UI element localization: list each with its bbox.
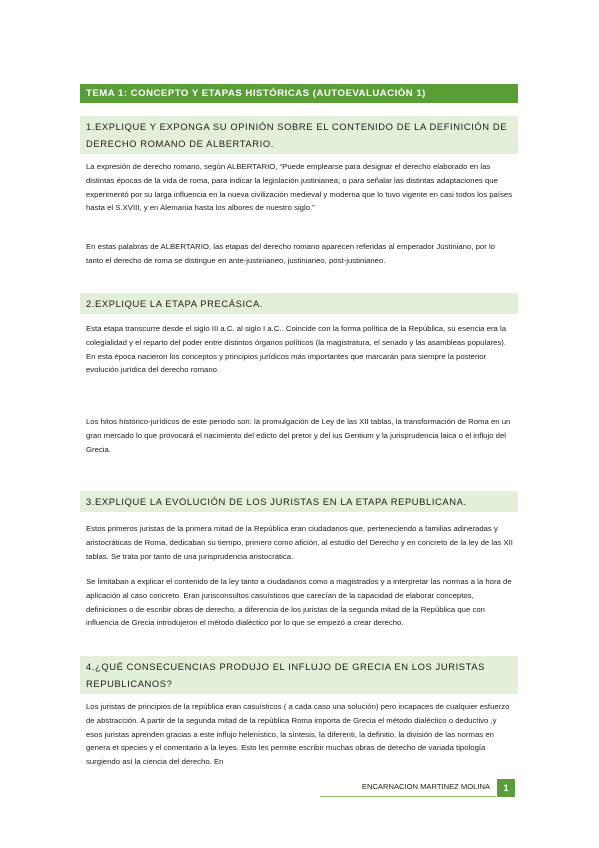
section-2-paragraph-1: Esta etapa transcurre desde el siglo III a.C. al siglo I a.C.. Coincide con la forma política de la República, su esencia era la colegialidad y el reparto del poder entre distintos órganos políticos (la magistratura, el senado y las asambleas populares). En esta época nacieron los conceptos y principios jurídicos más importantes que marcarán para siempre la posterior evolución jurídica del derecho romano. xyxy=(86,324,507,375)
footer-author: ENCARNACION MARTINEZ MOLINA xyxy=(361,782,490,791)
question-2-heading: 2.EXPLIQUE LA ETAPA PRECÁSICA. xyxy=(80,293,518,314)
section-1-paragraph-2: En estas palabras de ALBERTARIO, las etapas del derecho romano aparecen referidas al emperador Justiniano, por lo tanto el derecho de roma se distingue en ante-justinianeo, justinianeo, post-justinianeo. xyxy=(86,242,495,265)
section-1-paragraph-1: La expresión de derecho romano, según ALBERTARIO, “Puede emplearse para designar el derecho elaborado en las distintas épocas de la vida de roma, para indicar la legislación justinianea; o para señalar las distintas adaptaciones que experimentó por su larga influencia en la nueva civilización medieval y moderna que lo tuvo vigente en casi todos los países hasta el S.XVIII, y en Alemania hasta los albores de nuestro siglo.” xyxy=(86,162,513,213)
question-1-heading: 1.EXPLIQUE Y EXPONGA SU OPINIÓN SOBRE EL CONTENIDO DE LA DEFINICIÓN DE DERECHO ROMANO DE ALBERTARIO. xyxy=(80,116,518,154)
question-4-heading: 4.¿QUÉ CONSECUENCIAS PRODUJO EL INFLUJO DE GRECIA EN LOS JURISTAS REPUBLICANOS? xyxy=(80,656,518,694)
section-3-paragraph-2: Se limitaban a explicar el contenido de la ley tanto a ciudadanos como a magistrados y a interpretar las normas a la hora de aplicación al caso concreto. Eran jurisconsultos casuísticos que carecían de la capacidad de elaborar conceptos, definiciones o de escribir obras de derecho, a diferencia de los juristas de la segunda mitad de la República que con influencia de Grecia introdujeron el método dialéctico por lo que se empezó a crear derecho. xyxy=(86,577,512,628)
section-4-paragraph-1: Los juristas de principios de la república eran casuísticos ( a cada caso una solución) pero incapaces de cualquier esfuerzo de abstracción. A partir de la segunda mitad de la república Roma importa de Grecia el método dialéctico o deductivo ,y esos juristas aprenden gracias a este influjo helenístico, la síntesis, la diferenti, la definitio, la división de las normas en genera et species y el comentario a la leyes. Esto les permite escribir muchas obras de derecho de variada tipología surgiendo así la ciencia del derecho. En xyxy=(86,702,510,767)
question-3-heading: 3.EXPLIQUE LA EVOLUCIÓN DE LOS JURISTAS EN LA ETAPA REPUBLICANA. xyxy=(80,491,518,512)
section-3-paragraph-1: Estos primeros juristas de la primera mitad de la República eran ciudadanos que, perteneciendo a familias adineradas y aristocráticas de Roma, dedicaban su tiempo, primero como afición, al estudio del Derecho y en concreto de la ley de las XII tablas. Se trata por tanto de una jurisprudencia aristocrática. xyxy=(86,524,513,561)
page-number-badge: 1 xyxy=(497,779,515,797)
section-2-paragraph-2: Los hitos histórico-jurídicos de este periodo son: la promulgación de Ley de las XII tablas, la transformación de Roma en un gran mercado lo que provocará el nacimiento del edicto del pretor y del ius Gentium y la jurisprudencia laica o el influjo del Grecia. xyxy=(86,417,511,454)
footer-divider xyxy=(320,796,496,797)
document-title: TEMA 1: CONCEPTO Y ETAPAS HISTÓRICAS (AUTOEVALUACIÓN 1) xyxy=(80,84,518,103)
